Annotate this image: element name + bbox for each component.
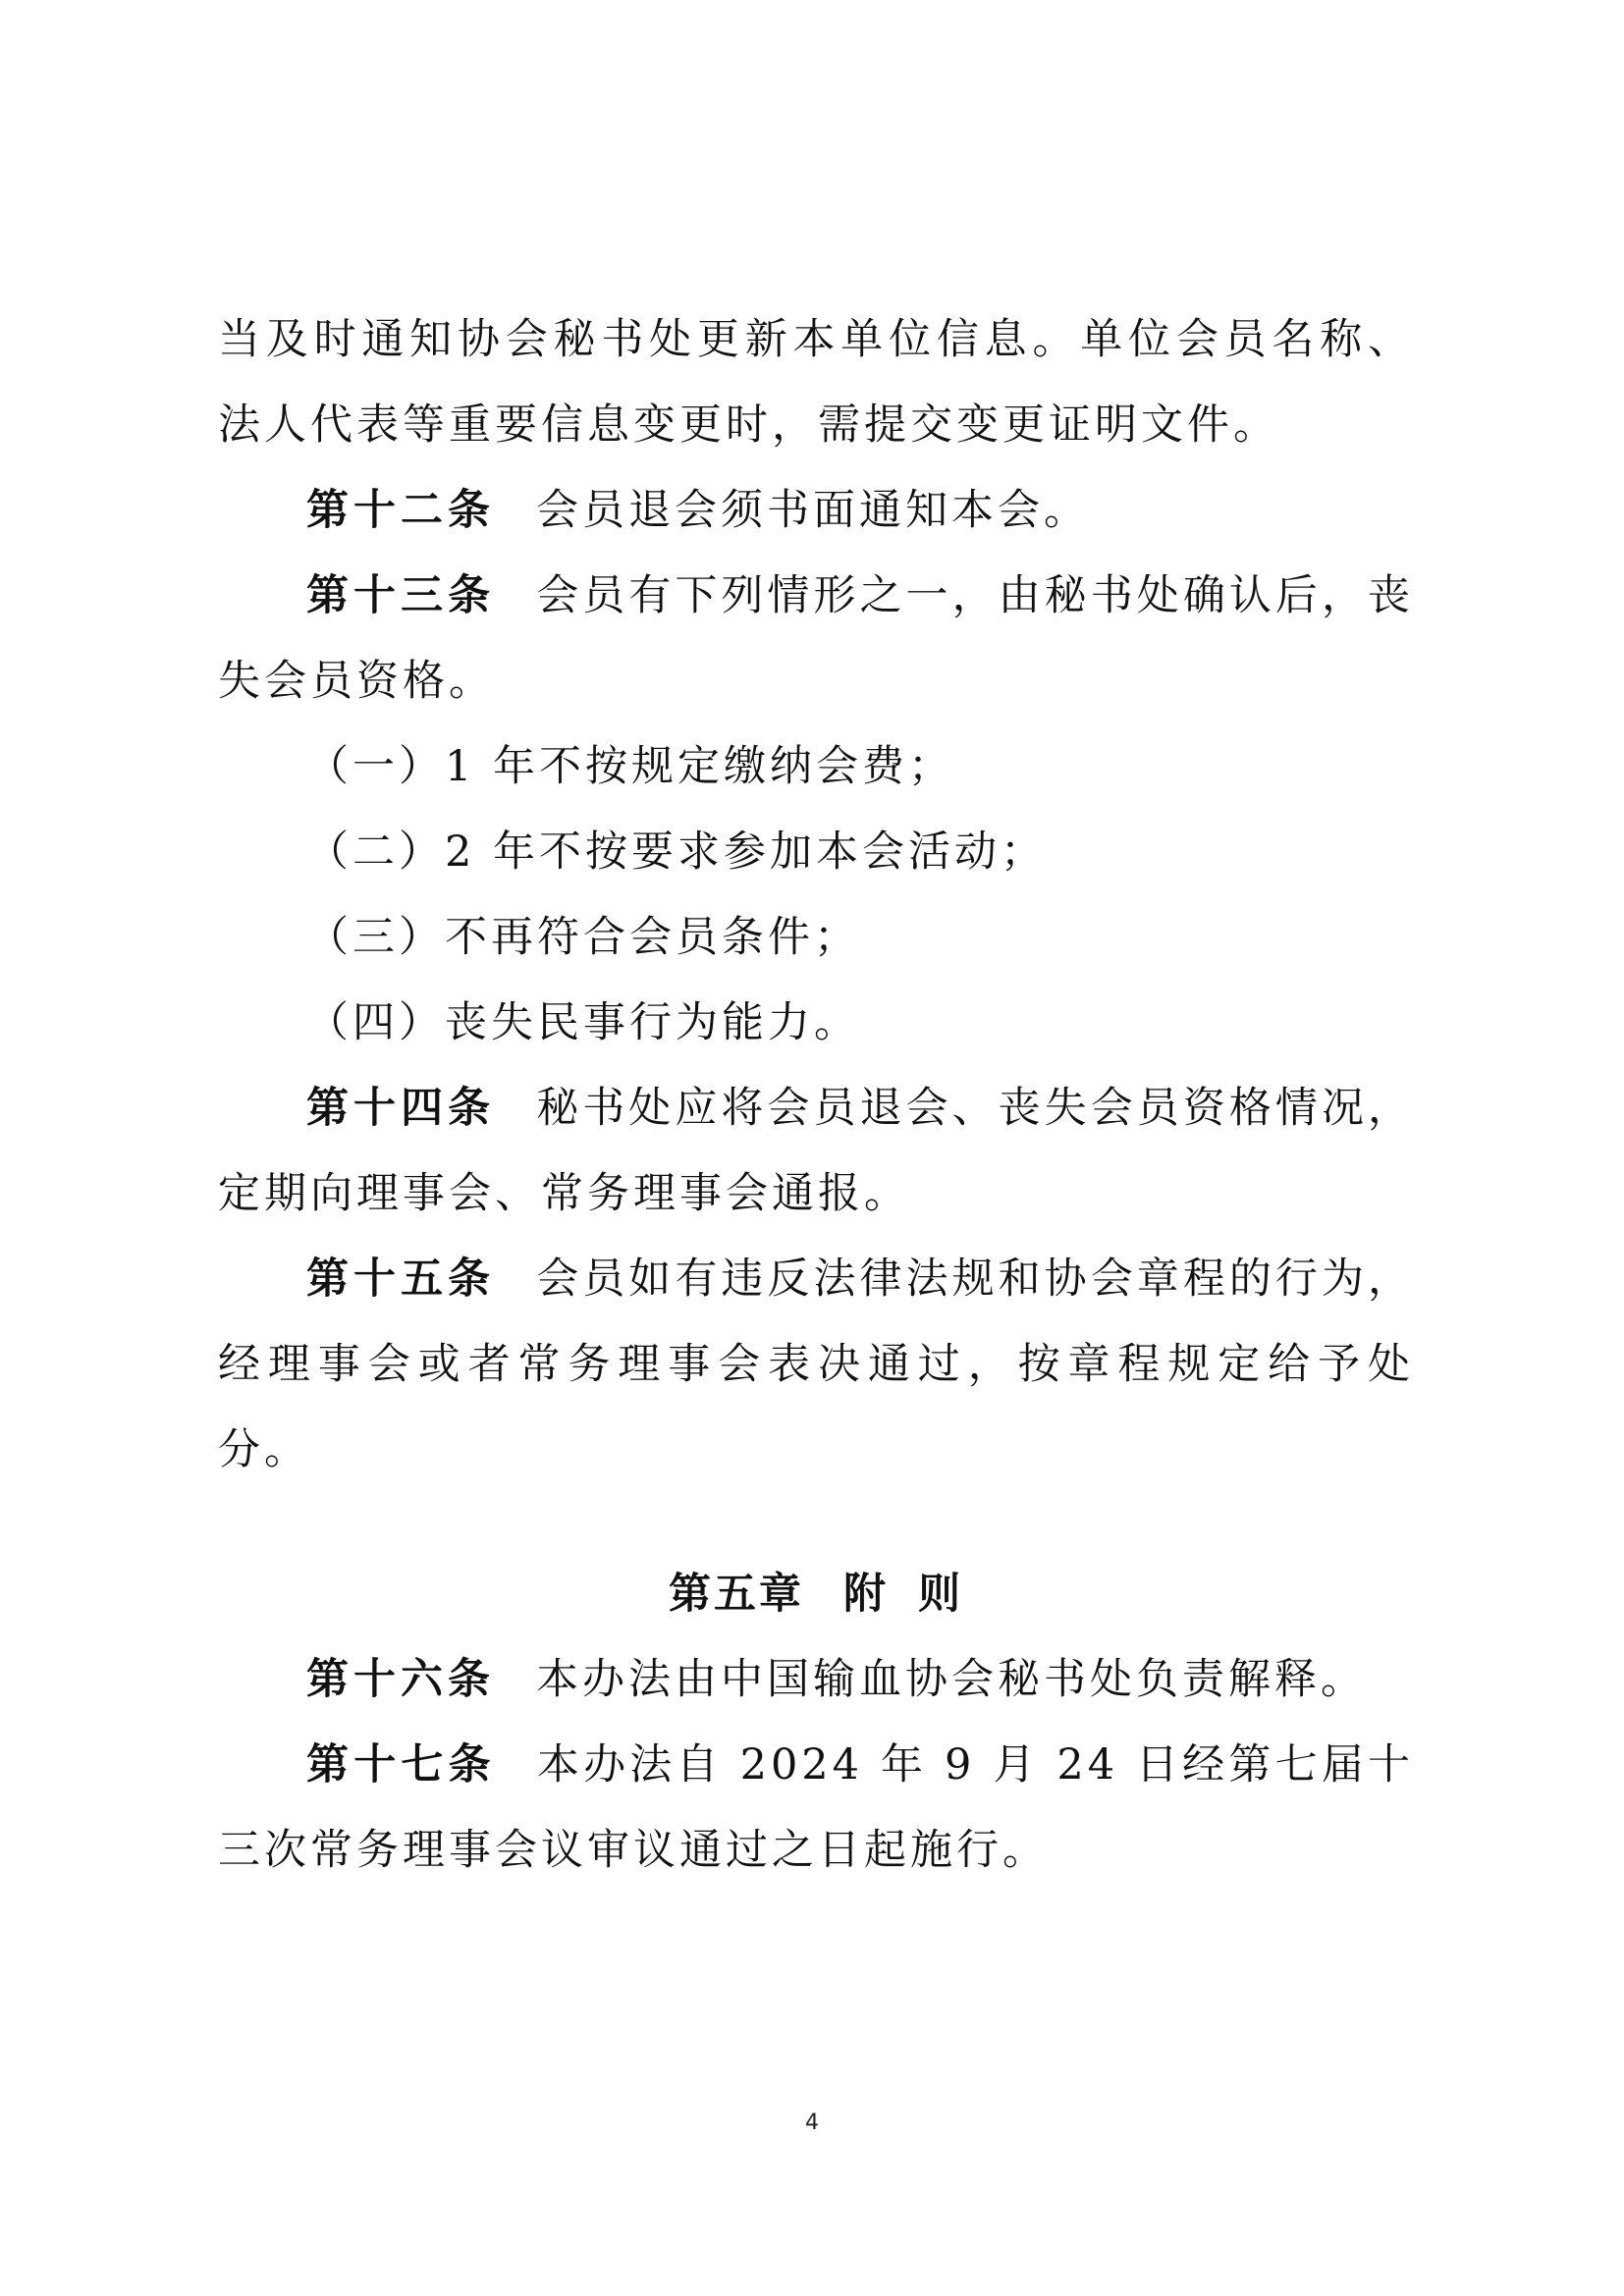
chapter-title-b: 则 bbox=[918, 1570, 963, 1619]
page-number: 4 bbox=[805, 2110, 819, 2135]
article-16-number: 第十六条 bbox=[306, 1655, 495, 1704]
article-15-number: 第十五条 bbox=[306, 1255, 496, 1304]
article-14-text: 秘书处应将会员退会、丧失会员资格情况，定期向理事会、常务理事会通报。 bbox=[218, 1084, 1415, 1218]
article-17-text: 本办法自 2024 年 9 月 24 日经第七届十三次常务理事会议审议通过之日起施行。 bbox=[218, 1740, 1414, 1875]
article-17 bbox=[218, 1723, 1414, 1894]
article-16-text: 本办法由中国输血协会秘书处负责解释。 bbox=[536, 1655, 1367, 1704]
list-item-2: （二）2 年不按要求参加本会活动； bbox=[306, 828, 1048, 877]
article-16 bbox=[218, 1637, 1414, 1723]
article-14 bbox=[218, 1066, 1414, 1237]
article-12 bbox=[218, 468, 1414, 554]
chapter-title-a: 附 bbox=[843, 1570, 889, 1619]
chapter-number: 第五章 bbox=[669, 1570, 804, 1619]
list-item-1: （一）1 年不按规定缴纳会费； bbox=[306, 742, 955, 791]
article-15-text: 会员如有违反法律法规和协会章程的行为，经理事会或者常务理事会表决通过，按章程规定给予处分。 bbox=[218, 1255, 1415, 1474]
article-15 bbox=[218, 1237, 1414, 1493]
list-item-3: （三）不再符合会员条件； bbox=[306, 913, 860, 962]
article-12-number: 第十二条 bbox=[306, 486, 495, 535]
article-12-text: 会员退会须书面通知本会。 bbox=[536, 486, 1090, 535]
article-17-number: 第十七条 bbox=[306, 1740, 496, 1789]
article-13-text: 会员有下列情形之一，由秘书处确认后，丧失会员资格。 bbox=[218, 571, 1415, 706]
chapter-heading bbox=[218, 1552, 1414, 1637]
article-13 bbox=[218, 554, 1414, 724]
article-14-number: 第十四条 bbox=[306, 1084, 496, 1133]
document-body bbox=[218, 297, 1414, 1894]
article-13-number: 第十三条 bbox=[306, 571, 496, 620]
continuation-paragraph: 当及时通知协会秘书处更新本单位信息。单位会员名称、法人代表等重要信息变更时，需提交变更证明文件。 bbox=[218, 315, 1414, 450]
list-item-4: （四）丧失民事行为能力。 bbox=[306, 998, 860, 1047]
